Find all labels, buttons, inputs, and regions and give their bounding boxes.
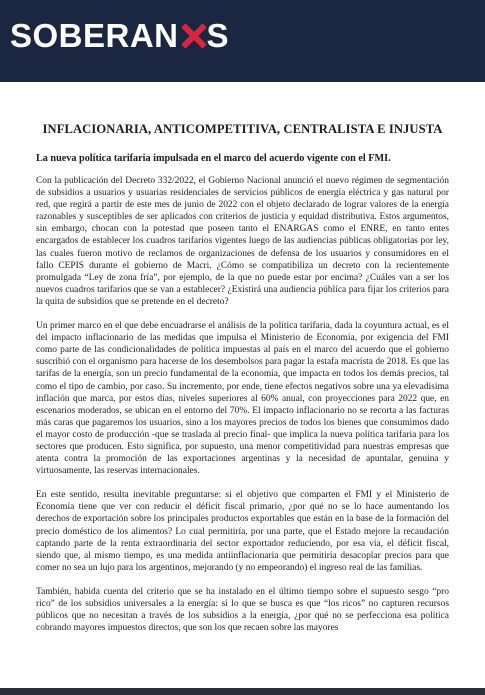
paragraph-1: Con la publicación del Decreto 332/2022, el Gobierno Nacional anunció el nuevo régimen de segmentación de subsidios a usuarios y usuarias residenciales de servicios públicos de energía eléctrica y gas natural por red, que regirá a partir de este mes de junio de 2022 con el objeto declarado de lograr valores de la energía razonables y susceptibles de ser aplicados con criterios de justicia y equidad distributiva. Estos argumentos, sin embargo, chocan con la potestad que poseen tanto el ENARGAS como el ENRE, en tanto entes encargados de establecer los cuadros tarifarios vigentes luego de las audiencias públicas obligatorias por ley, las cuales fueron motivo de reclamos de organizaciones de defensa de los usuarios y consumidores en el fallo CEPIS durante el gobierno de Macri. ¿Cómo se compatibiliza un decreto con la recientemente promulgada “Ley de zona fría”, por ejemplo, de la que no puede estar por encima? ¿Cuáles van a ser los nuevos cuadros tarifarios que se van a establecer? ¿Existirá una audiencia pública para fijar los criterios para la quita de subsidios que se pretende en el decreto? — [36, 176, 449, 307]
brand-logo-x-icon — [180, 23, 206, 49]
brand-logo-left: SOBERAN — [10, 17, 179, 54]
paragraph-2: Un primer marco en el que debe encuadrarse el análisis de la política tarifaria, dada la coyuntura actual, es el del impacto inflacionario de las medidas que impulsa el Ministerio de Economía, por exigencia del FMI como parte de las condicionalidades de política impuestas al país en el marco del acuerdo que el gobierno suscribió con el organismo para hacerse de los desembolsos para pagar la estafa macrista de 2018. Es que las tarifas de la energía, son un precio fundamental de la economía, que impacta en todos los demás precios, tal como el tipo de cambio, por caso. Su incremento, por ende, tiene efectos negativos sobre una ya elevadísima inflación que marca, por estos días, niveles superiores al 60% anual, con proyecciones para 2022 que, en escenarios moderados, se ubican en el entorno del 70%. El impacto inflacionario no se recorta a las facturas más caras que pagaremos los usuarios, sino a los mayores precios de todos los bienes que consumimos dado el mayor costo de producción -que se traslada al precio final- que implica la nueva política tarifaria para los sectores que producen. Esto significa, por supuesto, una menor competitividad para nuestras empresas que atenta contra la promoción de las exportaciones argentinas y la necesidad de apuntalar, genuina y virtuosamente, las reservas internacionales. — [36, 321, 449, 477]
brand-logo — [10, 18, 229, 54]
paragraph-4: También, habida cuenta del criterio que se ha instalado en el último tiempo sobre el supuesto sesgo “pro rico” de los subsidios universales a la energía: si lo que se busca es que “los ricos” no capturen recursos públicos que no necesitan a través de los subsidios a la energía, ¿por qué no se perfecciona esa política cobrando mayores impuestos directos, que son los que recaen sobre las mayores — [36, 586, 449, 634]
document-title: INFLACIONARIA, ANTICOMPETITIVA, CENTRALISTA E INJUSTA — [42, 122, 443, 136]
brand-logo-right: S — [206, 17, 230, 54]
document-subtitle: La nueva política tarifaria impulsada en el marco del acuerdo vigente con el FMI. — [36, 153, 391, 164]
paragraph-3: En este sentido, resulta inevitable preguntarse: si el objetivo que comparten el FMI y el Ministerio de Economía tiene que ver con reducir el déficit fiscal primario, ¿por qué no se lo hace aumentando los derechos de exportación sobre los principales productos exportables que están en la base de la formación del precio doméstico de los alimentos? Lo cual permitiría, por una parte, que el Estado mejore la recaudación captando parte de la renta extraordinaria del sector exportador reduciendo, por esa vía, el déficit fiscal, siendo que, al mismo tiempo, es una medida antiinflacionaria que permitiría desacoplar precios para que comer no sea un lujo para los argentinos, mejorando (y no empeorando) el ingreso real de las familias. — [36, 490, 449, 573]
document-body — [36, 122, 449, 646]
brand-header — [0, 0, 485, 82]
footer-band — [0, 688, 485, 695]
